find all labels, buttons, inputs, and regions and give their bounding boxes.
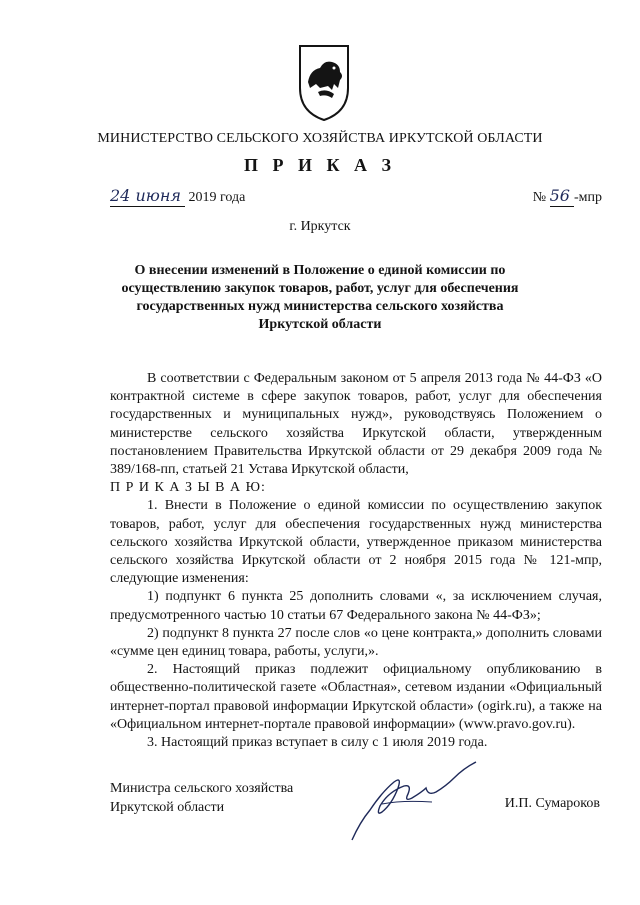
document-type-title: П Р И К А З xyxy=(243,155,397,175)
signatory-position-line-2: Иркутской области xyxy=(110,799,225,815)
number-handwritten-field xyxy=(550,186,574,207)
order-body xyxy=(110,370,602,752)
signatory-position xyxy=(110,780,293,817)
signatory-position-line-1: Министра сельского хозяйства xyxy=(110,781,294,796)
handwritten-date: 24 июня xyxy=(110,186,181,205)
date-handwritten-field xyxy=(110,186,185,207)
city-name: г. Иркутск xyxy=(289,219,351,234)
signatory-name: И.П. Сумароков xyxy=(504,796,600,811)
order-keyword: П Р И К А З Ы В А Ю: xyxy=(110,480,266,496)
preamble-paragraph: В соответствии с Федеральным законом от 5 апреля 2013 года № 44-ФЗ «О контрактной системе в сфере закупок товаров, работ, услуг для обеспечения государственных и муниципальных нужд», руководствуясь Положением о министерстве сельского хозяйства Иркутской области, утвержденным постановлением Правительства Иркутской области от 29 декабря 2009 года № 389/168-пп, статьей 21 Устава Иркутской области, xyxy=(110,371,602,478)
order-year: 2019 года xyxy=(188,190,246,205)
item-1-subitem-1: 1) подпункт 6 пункта 25 дополнить словами «, за исключением случая, предусмотренного частью 10 статьи 67 Федерального закона № 44-ФЗ»; xyxy=(110,589,602,623)
item-1-subitem-2: 2) подпункт 8 пункта 27 после слов «о цене контракта,» дополнить словами «сумме цен единиц товара, работы, услуги,». xyxy=(110,625,602,660)
item-1-paragraph: 1. Внести в Положение о единой комиссии по осуществлению закупок товаров, работ, услуг для обеспечения государственных нужд министерства сельского хозяйства Иркутской области, утвержденное приказом министерства сельского хозяйства Иркутской области от 2 ноября 2015 года № 121-мпр, следующие изменения: xyxy=(110,498,602,587)
number-sign: № xyxy=(532,190,547,205)
handwritten-signature xyxy=(342,752,502,847)
order-number xyxy=(533,186,602,207)
order-date xyxy=(110,186,245,207)
item-3-paragraph: 3. Настоящий приказ вступает в силу с 1 июля 2019 года. xyxy=(147,735,488,751)
handwritten-number: 56 xyxy=(549,186,570,205)
item-2-paragraph: 2. Настоящий приказ подлежит официальному опубликованию в общественно-политической газете «Областная», сетевом издании «Официальный интернет-портал правовой информации Иркутской области» (ogirk.ru), а также на «Официальном интернет-портале правовой информации» (www.pravo.gov.ru). xyxy=(110,662,602,732)
order-subject: О внесении изменений в Положение о единой комиссии по осуществлению закупок товаров, работ, услуг для обеспечения государственных нужд министерства сельского хозяйства Иркутской области xyxy=(121,263,519,332)
ministry-name: МИНИСТЕРСТВО СЕЛЬСКОГО ХОЗЯЙСТВА ИРКУТСКОЙ ОБЛАСТИ xyxy=(97,131,543,146)
number-suffix: -мпр xyxy=(573,190,602,205)
coat-of-arms-icon xyxy=(296,42,352,122)
